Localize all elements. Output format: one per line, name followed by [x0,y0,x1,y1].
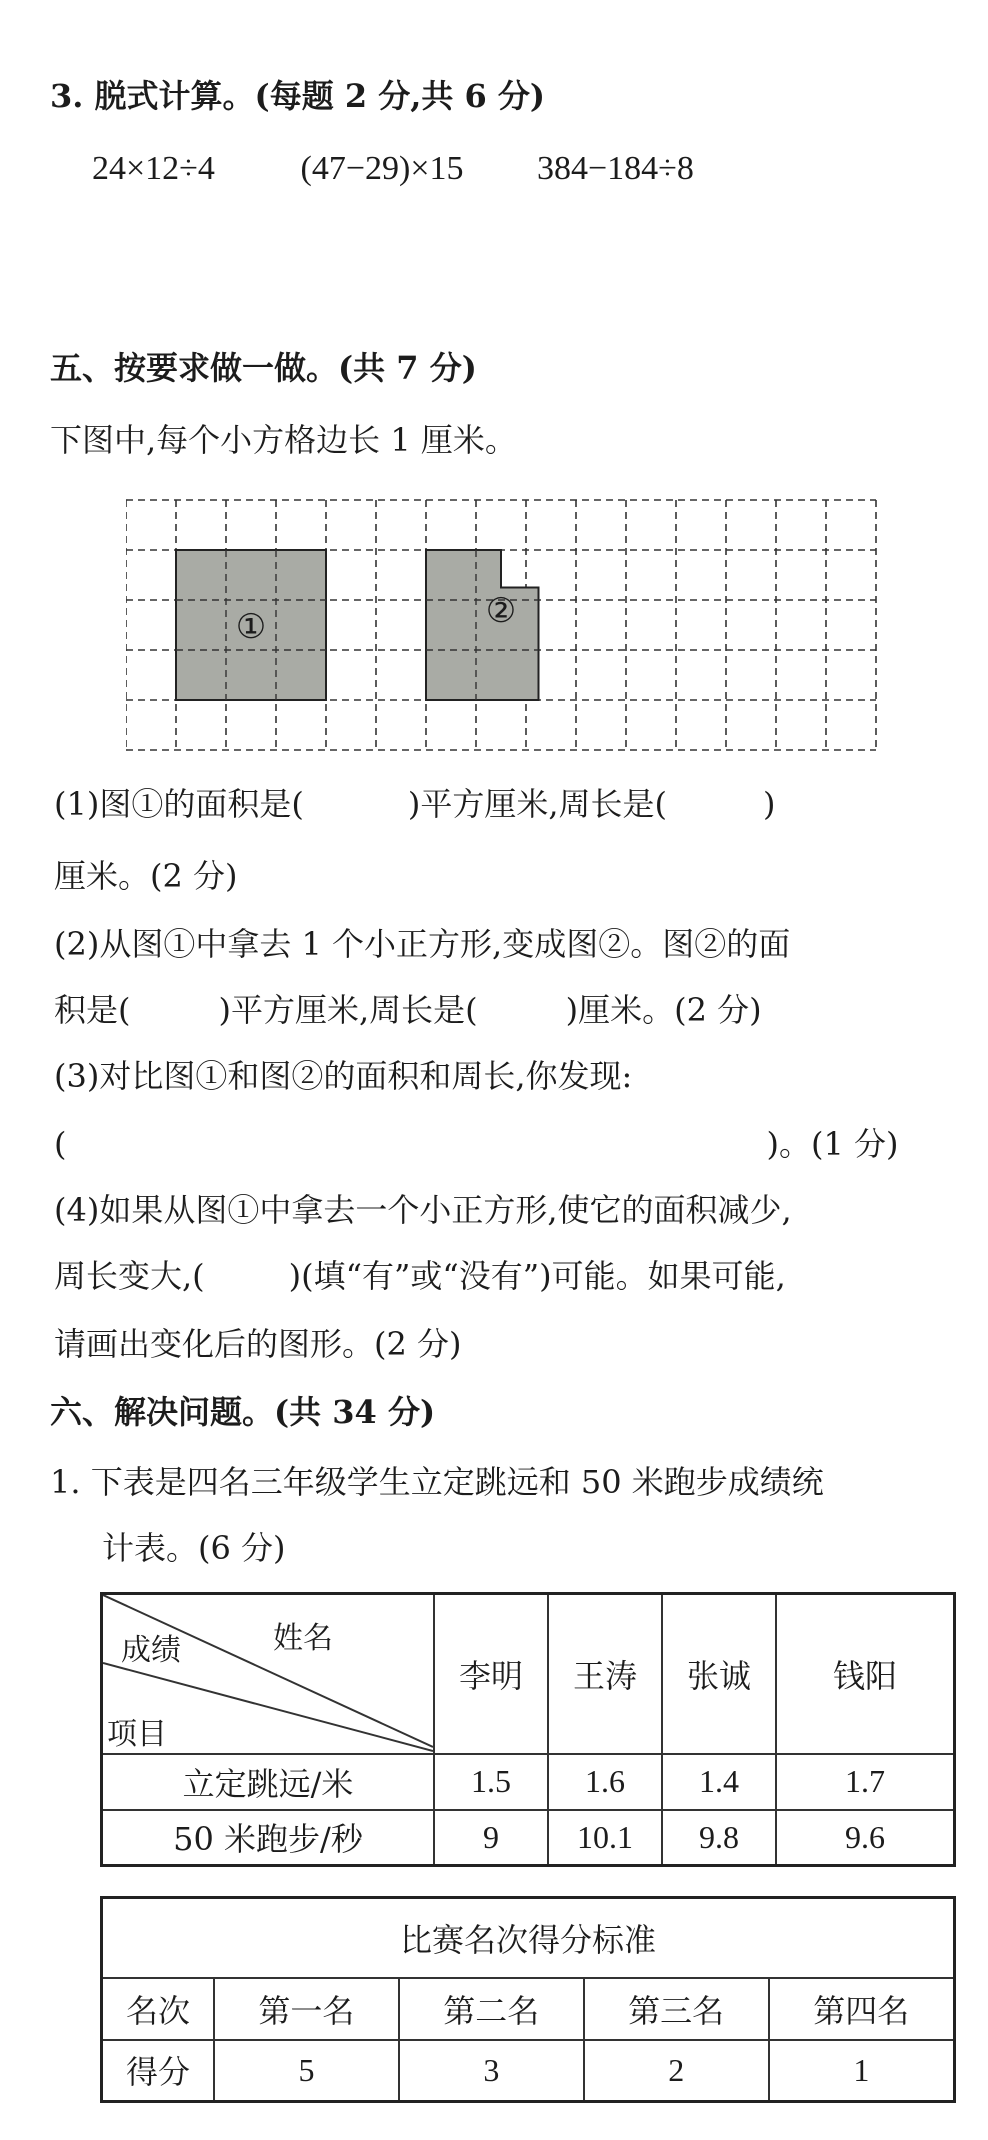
table-cell: 第一名 [214,1978,399,2040]
question-4-line-2: 周长变大,( )(填“有”或“没有”)可能。如果可能, [54,1257,786,1295]
expression-row [92,150,694,188]
question-1-line-1: (1)图①的面积是( )平方厘米,周长是( ) [54,785,776,823]
table-cell: 9 [434,1810,548,1866]
table-cell: 10.1 [548,1810,662,1866]
table-cell: 9.6 [776,1810,955,1866]
row-label: 立定跳远/米 [102,1754,435,1810]
table-cell: 2 [584,2040,769,2102]
ranking-score-table [100,1896,956,2103]
table-cell: 5 [214,2040,399,2102]
question-3-line-1: (3)对比图①和图②的面积和周长,你发现: [54,1057,633,1095]
table-cell: 3 [399,2040,584,2102]
question-2-line-2: 积是( )平方厘米,周长是( )厘米。(2 分) [54,991,762,1029]
table-cell: 第三名 [584,1978,769,2040]
table-cell: 第二名 [399,1978,584,2040]
name-header-cell: 王涛 [548,1594,662,1754]
expression-1: 24×12÷4 [92,150,215,187]
table-row [102,1978,955,2040]
question-4-line-1: (4)如果从图①中拿去一个小正方形,使它的面积减少, [54,1191,792,1229]
name-header-cell: 张诚 [662,1594,776,1754]
question-2-line-1: (2)从图①中拿去 1 个小正方形,变成图②。图②的面 [54,925,791,963]
problem-1-line-2: 计表。(6 分) [102,1529,286,1567]
name-header-cell: 李明 [434,1594,548,1754]
figure-2-shape [426,550,539,700]
corner-label-score: 成绩 [121,1633,181,1668]
table-cell: 9.8 [662,1810,776,1866]
question-1-line-2: 厘米。(2 分) [54,857,238,895]
table-row [102,1810,955,1866]
section-6-heading: 六、解决问题。(共 34 分) [50,1393,436,1431]
grid-figure [126,496,882,754]
question-3-line-2: ( )。(1 分) [54,1125,899,1163]
expression-2: (47−29)×15 [300,150,464,187]
question-4-line-3: 请画出变化后的图形。(2 分) [54,1325,462,1363]
table-cell: 1.5 [434,1754,548,1810]
table-cell: 1.7 [776,1754,955,1810]
table-row [102,2040,955,2102]
ranking-table-title: 比赛名次得分标准 [102,1898,955,1978]
table-cell: 1.4 [662,1754,776,1810]
figure-1-label: ① [235,607,267,647]
table-cell: 1.6 [548,1754,662,1810]
section-5-heading: 五、按要求做一做。(共 7 分) [50,349,477,387]
expression-3: 384−184÷8 [537,150,694,187]
row-label: 名次 [102,1978,215,2040]
problem-1-line-1: 1. 下表是四名三年级学生立定跳远和 50 米跑步成绩统 [50,1463,824,1501]
score-table [100,1592,956,1867]
table-row [102,1754,955,1810]
table-cell: 第四名 [769,1978,955,2040]
corner-label-item: 项目 [107,1717,167,1752]
name-header-cell: 钱阳 [776,1594,955,1754]
row-label: 得分 [102,2040,215,2102]
corner-label-name: 姓名 [273,1621,333,1656]
row-label: 50 米跑步/秒 [102,1810,435,1866]
table-corner-cell [102,1594,435,1754]
table-cell: 1 [769,2040,955,2102]
figure-2-label: ② [485,591,517,631]
section-5-intro: 下图中,每个小方格边长 1 厘米。 [50,421,517,459]
problem-3-title: 3. 脱式计算。(每题 2 分,共 6 分) [50,77,546,115]
